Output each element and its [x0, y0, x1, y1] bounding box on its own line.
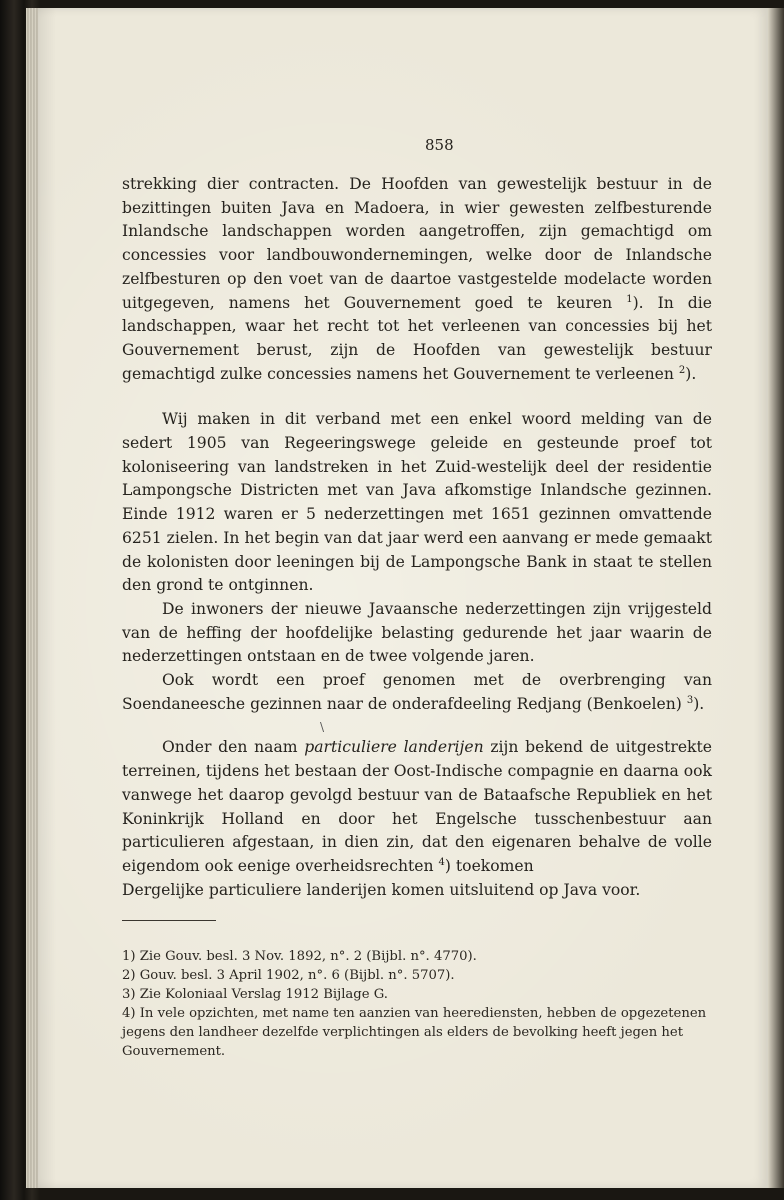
footnote-2: 2) Gouv. besl. 3 April 1902, n°. 6 (Bijbl. n°. 5707).	[122, 968, 455, 984]
stray-glyph: \	[320, 720, 325, 735]
footnote-ref-2: 2	[678, 364, 686, 376]
paragraph-soendanese	[122, 669, 712, 716]
text-run: strekking dier contracten. De Hoofden van gewestelijk bestuur in de bezittingen buiten Java en Madoera, in wier gewesten zelfbesturende Inlandsche landschappen worden aangetroffen, zijn gemachtigd om concessies voor landbouwondernemingen, welke door de Inlandsche zelfbesturen op den voet van de daartoe vastgestelde modelacte worden uitgegeven, namens het Gouvernement goed te keuren	[122, 175, 712, 312]
paragraph-colonisation: Wij maken in dit verband met een enkel woord melding van de sedert 1905 van Regeeringswege geleide en gesteunde proef tot koloniseering van landstreken in het Zuid-westelijk deel der residentie Lampongsche Districten met van Java afkomstige Inlandsche gezinnen. Einde 1912 waren er 5 nederzettingen met 1651 gezinnen omvattende 6251 zielen. In het begin van dat jaar werd een aanvang er mede gemaakt de kolonisten door leeningen bij de Lampongsche Bank in staat te stellen den grond te ontginnen.	[122, 410, 712, 595]
text-run: Ook wordt een proef genomen met de overbrenging van Soendaneesche gezinnen naar de onderafdeeling Redjang (Benkoelen)	[122, 671, 712, 713]
footnote-ref-1: 1	[626, 293, 633, 305]
paragraph-concessions	[122, 173, 712, 386]
footnote-ref-4: 4	[438, 856, 445, 868]
text-run: ).	[693, 694, 705, 713]
footnotes	[122, 947, 712, 1061]
footnote-divider	[122, 920, 216, 921]
paragraph-exemption: De inwoners der nieuwe Javaansche nederzettingen zijn vrijgesteld van de heffing der hoofdelijke belasting gedurende het jaar waarin de nederzettingen ontstaan en de twee volgende jaren.	[122, 599, 712, 666]
text-run: Onder den naam	[162, 738, 305, 757]
emphasis-term: particuliere landerijen	[304, 738, 484, 757]
footnote-1: 1) Zie Gouv. besl. 3 Nov. 1892, n°. 2 (Bijbl. n°. 4770).	[122, 949, 477, 965]
footnote-ref-3: 3	[686, 694, 694, 706]
page-number: 858	[425, 136, 454, 154]
page-body	[122, 128, 712, 1061]
page-right-shadow	[768, 8, 784, 1188]
paragraph-java-only: Dergelijke particuliere landerijen komen uitsluitend op Java voor.	[122, 880, 641, 899]
text-run: ). In die landschappen, waar het recht tot het verleenen van concessies bij het Gouvernement berust, zijn de Hoofden van gewestelijk bestuur gemachtigd zulke concessies namens het Gouvernement te verleenen	[122, 293, 713, 383]
text-run: zijn bekend de uitgestrekte terreinen, tijdens het bestaan der Oost-Indische compagnie en daarna ook vanwege het daarop gevolgd bestuur van de Bataafsche Republiek en het Koninkrijk Holland en door het Engelsche tusschenbestuur aan particulieren afgestaan, in dien zin, dat den eigenaren behalve de volle eigendom ook eenige overheidsrechten	[122, 738, 712, 875]
paragraph-private-lands	[122, 736, 712, 878]
stray-mark	[122, 716, 712, 736]
text-run: ) toekomen	[444, 856, 534, 875]
text-run: ).	[685, 364, 697, 383]
footnote-4: 4) In vele opzichten, met name ten aanzien van heerediensten, hebben de opgezetenen jegens den landheer dezelfde verplichtingen als elders de bevolking heeft jegen het Gouvernement.	[122, 1006, 707, 1060]
footnote-3: 3) Zie Koloniaal Verslag 1912 Bijlage G.	[122, 987, 388, 1003]
